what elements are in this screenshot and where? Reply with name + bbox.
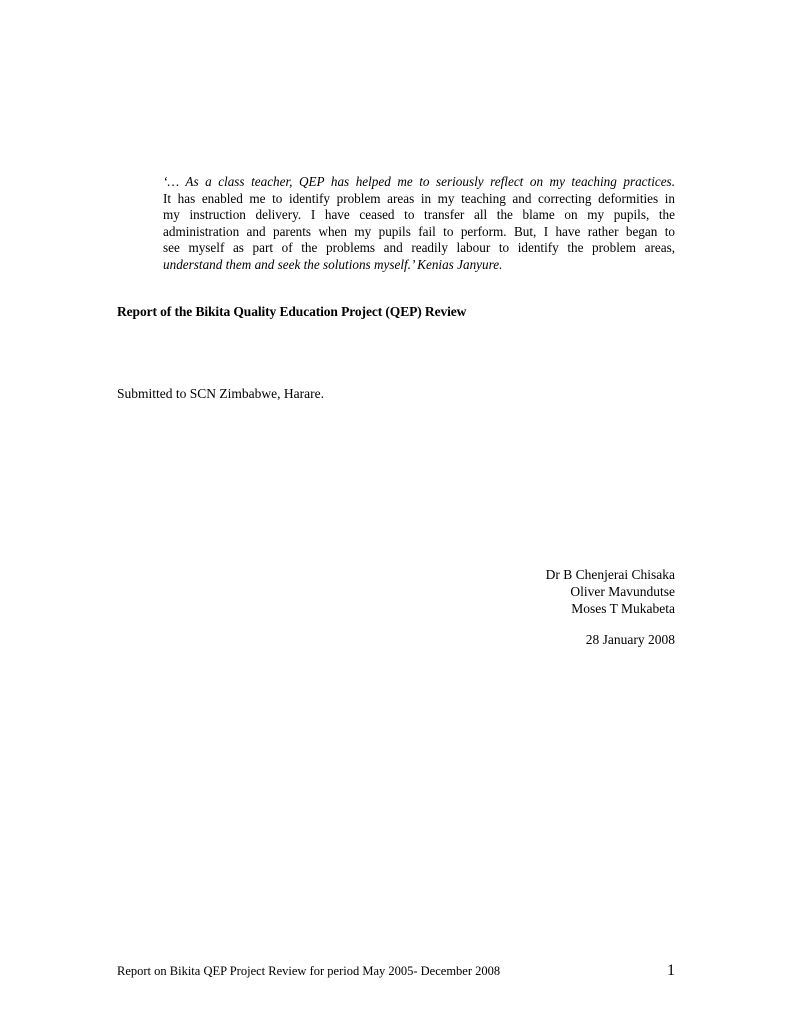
report-title: Report of the Bikita Quality Education Project (QEP) Review — [117, 304, 467, 319]
submitted-to: Submitted to SCN Zimbabwe, Harare. — [117, 386, 324, 401]
quote-line: see myself as part of the problems and readily labour to identify the problem areas, — [163, 240, 675, 256]
report-date: 28 January 2008 — [585, 632, 675, 647]
epigraph-quote — [163, 174, 675, 274]
author-name: Moses T Mukabeta — [571, 601, 675, 616]
page-footer — [117, 962, 675, 982]
quote-line: understand them and seek the solutions myself.’ Kenias Janyure. — [163, 256, 503, 272]
author-name: Oliver Mavundutse — [570, 584, 675, 599]
author-list — [546, 566, 675, 617]
page-number: 1 — [667, 962, 675, 979]
quote-line: It has enabled me to identify problem areas in my teaching and correcting deformities in — [163, 190, 675, 206]
quote-line: administration and parents when my pupils fail to perform. But, I have rather began to — [163, 223, 675, 239]
footer-text: Report on Bikita QEP Project Review for period May 2005- December 2008 — [117, 964, 501, 978]
author-name: Dr B Chenjerai Chisaka — [545, 567, 675, 582]
quote-line: ‘… As a class teacher, QEP has helped me to seriously reflect on my teaching practices. — [163, 174, 675, 189]
quote-line: my instruction delivery. I have ceased to transfer all the blame on my pupils, the — [163, 207, 675, 223]
